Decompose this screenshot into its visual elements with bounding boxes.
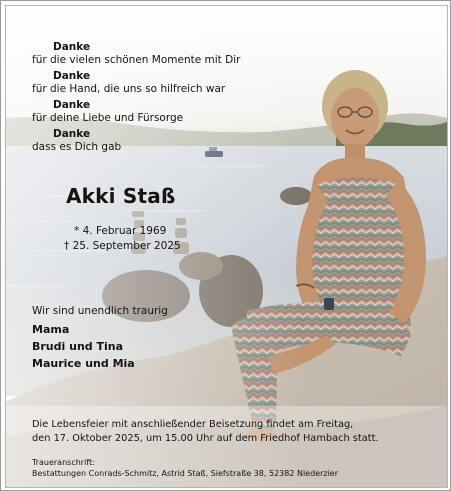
mourner-name: Brudi und Tina: [32, 340, 124, 353]
thanks-line: für die Hand, die uns so hilfreich war: [32, 83, 226, 95]
thanks-line: dass es Dich gab: [32, 141, 122, 153]
thanks-word: Danke: [53, 41, 91, 53]
ceremony-line: den 17. Oktober 2025, um 15.00 Uhr auf dem Friedhof Hambach statt.: [32, 433, 379, 444]
ceremony-line: Die Lebensfeier mit anschließender Beisetzung findet am Freitag,: [32, 419, 354, 430]
birth-date: * 4. Februar 1969: [74, 225, 167, 237]
thanks-word: Danke: [53, 70, 91, 82]
mourning-intro: Wir sind unendlich traurig: [32, 305, 168, 317]
mourner-name: Maurice und Mia: [32, 357, 135, 370]
obituary-frame: [5, 5, 448, 488]
death-date: † 25. September 2025: [64, 240, 181, 252]
address-label: Traueranschrift:: [32, 458, 95, 467]
thanks-word: Danke: [53, 99, 91, 111]
deceased-name: Akki Staß: [66, 184, 176, 208]
address-text: Bestattungen Conrads-Schmitz, Astrid Staß, Siefstraße 38, 52382 Niederzier: [32, 469, 339, 478]
thanks-line: für die vielen schönen Momente mit Dir: [32, 54, 241, 66]
mourner-name: Mama: [32, 323, 70, 336]
thanks-word: Danke: [53, 128, 91, 140]
thanks-line: für deine Liebe und Fürsorge: [32, 112, 184, 124]
